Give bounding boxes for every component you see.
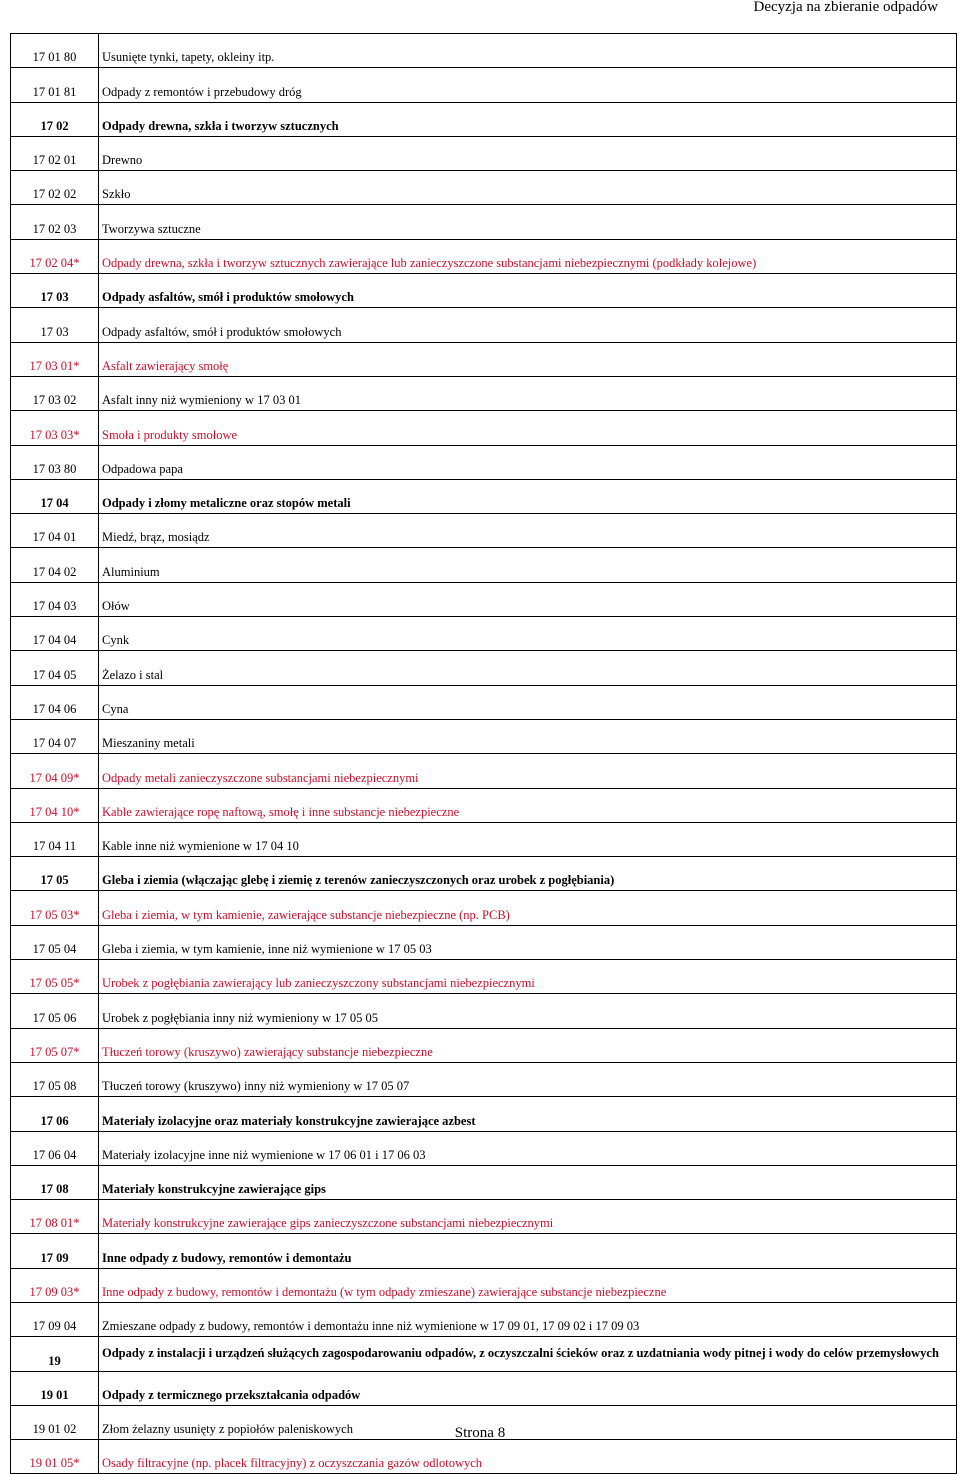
waste-description-cell: Tworzywa sztuczne <box>99 205 957 239</box>
waste-code-cell: 17 04 <box>11 479 99 513</box>
table-row <box>11 685 957 719</box>
waste-code-cell: 17 02 <box>11 102 99 136</box>
waste-description-cell: Odpady drewna, szkła i tworzyw sztucznych zawierające lub zanieczyszczone substancjami niebezpiecznymi (podkłady kolejowe) <box>99 239 957 273</box>
table-row <box>11 479 957 513</box>
table-row <box>11 1337 957 1371</box>
waste-code-cell: 17 05 <box>11 857 99 891</box>
table-row <box>11 171 957 205</box>
table-row <box>11 34 957 68</box>
waste-code-cell: 17 01 80 <box>11 34 99 68</box>
waste-code-cell: 17 03 02 <box>11 376 99 410</box>
waste-description-cell: Zmieszane odpady z budowy, remontów i demontażu inne niż wymienione w 17 09 01, 17 09 02 i 17 09 03 <box>99 1302 957 1336</box>
waste-code-cell: 17 05 04 <box>11 925 99 959</box>
waste-description-cell: Kable inne niż wymienione w 17 04 10 <box>99 822 957 856</box>
table-row <box>11 1200 957 1234</box>
table-row <box>11 308 957 342</box>
table-row <box>11 548 957 582</box>
waste-code-cell: 17 05 06 <box>11 994 99 1028</box>
table-row <box>11 1234 957 1268</box>
waste-code-cell: 17 04 07 <box>11 719 99 753</box>
table-row <box>11 1302 957 1336</box>
waste-description-cell: Odpadowa papa <box>99 445 957 479</box>
waste-code-cell: 17 01 81 <box>11 68 99 102</box>
table-row <box>11 411 957 445</box>
waste-description-cell: Ołów <box>99 582 957 616</box>
table-row <box>11 1165 957 1199</box>
waste-description-cell: Odpady z remontów i przebudowy dróg <box>99 68 957 102</box>
waste-code-cell: 17 04 11 <box>11 822 99 856</box>
waste-description-cell: Asfalt zawierający smołę <box>99 342 957 376</box>
waste-description-cell: Odpady drewna, szkła i tworzyw sztucznych <box>99 102 957 136</box>
table-row <box>11 960 957 994</box>
waste-code-cell: 17 04 04 <box>11 617 99 651</box>
table-row <box>11 445 957 479</box>
waste-code-cell: 19 01 <box>11 1371 99 1405</box>
waste-code-cell: 19 01 05* <box>11 1440 99 1474</box>
waste-code-cell: 17 08 01* <box>11 1200 99 1234</box>
table-row <box>11 376 957 410</box>
waste-description-cell: Materiały konstrukcyjne zawierające gips <box>99 1165 957 1199</box>
waste-code-cell: 17 02 01 <box>11 136 99 170</box>
table-row <box>11 651 957 685</box>
waste-description-cell: Gleba i ziemia, w tym kamienie, inne niż wymienione w 17 05 03 <box>99 925 957 959</box>
waste-code-cell: 17 06 04 <box>11 1131 99 1165</box>
waste-code-cell: 17 08 <box>11 1165 99 1199</box>
table-row <box>11 102 957 136</box>
table-row <box>11 822 957 856</box>
waste-description-cell: Gleba i ziemia, w tym kamienie, zawierające substancje niebezpieczne (np. PCB) <box>99 891 957 925</box>
waste-code-cell: 17 04 05 <box>11 651 99 685</box>
table-row <box>11 1371 957 1405</box>
table-row <box>11 617 957 651</box>
waste-code-cell: 17 05 03* <box>11 891 99 925</box>
waste-description-cell: Tłuczeń torowy (kruszywo) zawierający substancje niebezpieczne <box>99 1028 957 1062</box>
table-row <box>11 239 957 273</box>
table-row <box>11 891 957 925</box>
waste-code-cell: 17 04 10* <box>11 788 99 822</box>
waste-code-cell: 17 04 03 <box>11 582 99 616</box>
table-row <box>11 1062 957 1096</box>
waste-description-cell: Gleba i ziemia (włączając glebę i ziemię z terenów zanieczyszczonych oraz urobek z pogłębiania) <box>99 857 957 891</box>
waste-description-cell: Miedź, brąz, mosiądz <box>99 514 957 548</box>
waste-description-cell: Szkło <box>99 171 957 205</box>
table-row <box>11 342 957 376</box>
table-row <box>11 1097 957 1131</box>
waste-description-cell: Odpady metali zanieczyszczone substancjami niebezpiecznymi <box>99 754 957 788</box>
waste-description-cell: Żelazo i stal <box>99 651 957 685</box>
waste-code-cell: 17 04 09* <box>11 754 99 788</box>
waste-description-cell: Inne odpady z budowy, remontów i demontażu (w tym odpady zmieszane) zawierające substancje niebezpieczne <box>99 1268 957 1302</box>
waste-code-cell: 17 09 03* <box>11 1268 99 1302</box>
waste-code-cell: 17 04 02 <box>11 548 99 582</box>
waste-code-cell: 17 02 02 <box>11 171 99 205</box>
waste-codes-table-body <box>11 34 957 1474</box>
waste-description-cell: Odpady z instalacji i urządzeń służących zagospodarowaniu odpadów, z oczyszczalni ścieków oraz z uzdatniania wody pitnej i wody do celów przemysłowych <box>99 1337 957 1371</box>
table-row <box>11 582 957 616</box>
waste-description-cell: Inne odpady z budowy, remontów i demontażu <box>99 1234 957 1268</box>
waste-description-cell: Drewno <box>99 136 957 170</box>
waste-code-cell: 17 03 <box>11 308 99 342</box>
waste-code-cell: 17 06 <box>11 1097 99 1131</box>
waste-code-cell: 17 03 80 <box>11 445 99 479</box>
table-row <box>11 1028 957 1062</box>
waste-description-cell: Kable zawierające ropę naftową, smołę i inne substancje niebezpieczne <box>99 788 957 822</box>
waste-description-cell: Odpady asfaltów, smół i produktów smołowych <box>99 274 957 308</box>
table-row <box>11 1131 957 1165</box>
table-row <box>11 1440 957 1474</box>
waste-code-cell: 17 05 07* <box>11 1028 99 1062</box>
table-row <box>11 274 957 308</box>
waste-description-cell: Cynk <box>99 617 957 651</box>
table-row <box>11 68 957 102</box>
page-number: Strona 8 <box>454 1425 506 1441</box>
waste-description-cell: Mieszaniny metali <box>99 719 957 753</box>
table-row <box>11 205 957 239</box>
table-row <box>11 719 957 753</box>
waste-description-cell: Aluminium <box>99 548 957 582</box>
table-row <box>11 1268 957 1302</box>
waste-code-cell: 17 03 03* <box>11 411 99 445</box>
waste-description-cell: Odpady z termicznego przekształcania odpadów <box>99 1371 957 1405</box>
waste-codes-table <box>10 33 957 1474</box>
waste-code-cell: 17 04 06 <box>11 685 99 719</box>
table-row <box>11 925 957 959</box>
waste-code-cell: 17 02 04* <box>11 239 99 273</box>
waste-description-cell: Odpady i złomy metaliczne oraz stopów metali <box>99 479 957 513</box>
table-row <box>11 788 957 822</box>
table-row <box>11 754 957 788</box>
waste-description-cell: Złom żelazny usunięty z popiołów paleniskowych <box>99 1405 957 1439</box>
waste-description-cell: Tłuczeń torowy (kruszywo) inny niż wymieniony w 17 05 07 <box>99 1062 957 1096</box>
waste-code-cell: 17 03 <box>11 274 99 308</box>
waste-description-cell: Smoła i produkty smołowe <box>99 411 957 445</box>
waste-code-cell: 17 09 <box>11 1234 99 1268</box>
waste-code-cell: 17 03 01* <box>11 342 99 376</box>
waste-description-cell: Osady filtracyjne (np. placek filtracyjny) z oczyszczania gazów odlotowych <box>99 1440 957 1474</box>
waste-description-cell: Materiały konstrukcyjne zawierające gips zanieczyszczone substancjami niebezpiecznymi <box>99 1200 957 1234</box>
waste-code-cell: 17 02 03 <box>11 205 99 239</box>
table-row <box>11 514 957 548</box>
table-row <box>11 136 957 170</box>
waste-code-cell: 19 <box>11 1337 99 1371</box>
waste-code-cell: 17 09 04 <box>11 1302 99 1336</box>
table-row <box>11 857 957 891</box>
waste-code-cell: 17 05 05* <box>11 960 99 994</box>
waste-description-cell: Cyna <box>99 685 957 719</box>
waste-description-cell: Asfalt inny niż wymieniony w 17 03 01 <box>99 376 957 410</box>
page-header: Decyzja na zbieranie odpadów <box>753 0 938 15</box>
waste-description-cell: Materiały izolacyjne oraz materiały konstrukcyjne zawierające azbest <box>99 1097 957 1131</box>
table-row <box>11 994 957 1028</box>
waste-description-cell: Materiały izolacyjne inne niż wymienione w 17 06 01 i 17 06 03 <box>99 1131 957 1165</box>
waste-description-cell: Odpady asfaltów, smół i produktów smołowych <box>99 308 957 342</box>
waste-description-cell: Urobek z pogłębiania inny niż wymieniony w 17 05 05 <box>99 994 957 1028</box>
waste-code-cell: 17 05 08 <box>11 1062 99 1096</box>
waste-code-cell: 19 01 02 <box>11 1405 99 1439</box>
waste-description-cell: Usunięte tynki, tapety, okleiny itp. <box>99 34 957 68</box>
waste-description-cell: Urobek z pogłębiania zawierający lub zanieczyszczony substancjami niebezpiecznymi <box>99 960 957 994</box>
waste-code-cell: 17 04 01 <box>11 514 99 548</box>
